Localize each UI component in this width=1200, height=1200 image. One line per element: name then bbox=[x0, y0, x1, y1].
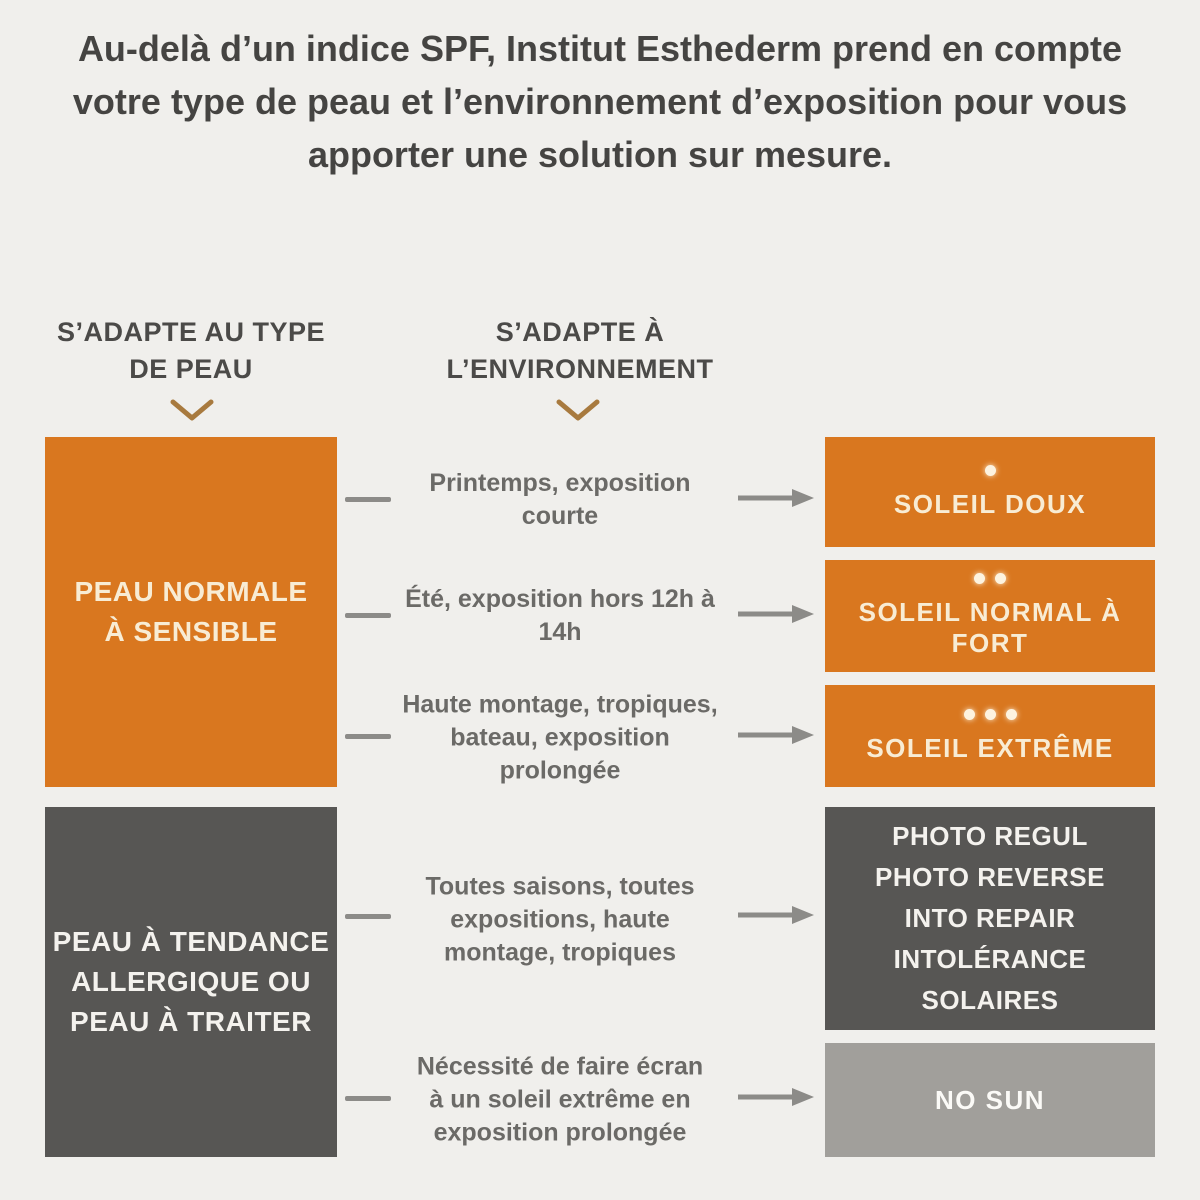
product-into-repair: INTO REPAIR bbox=[904, 903, 1076, 933]
flow4-line-2: expositions, haute bbox=[450, 905, 670, 934]
right-arrow-icon bbox=[738, 1086, 814, 1108]
solution-box-no-sun bbox=[825, 1043, 1155, 1157]
flow5-line-2: à un soleil extrême en bbox=[429, 1085, 691, 1114]
soleil-doux-label: SOLEIL DOUX bbox=[893, 488, 1087, 519]
title-line-3: apporter une solution sur mesure. bbox=[307, 134, 893, 175]
soleil-normal-fort-label: SOLEIL NORMAL À FORT bbox=[858, 597, 1122, 658]
flow-label-toutes-saisons bbox=[393, 871, 727, 970]
skin-allergic-line-1: PEAU À TENDANCE bbox=[52, 926, 330, 957]
solution-box-soleil-extreme bbox=[825, 685, 1155, 787]
no-sun-label: NO SUN bbox=[934, 1084, 1046, 1115]
title-line-2: votre type de peau et l’environnement d’exposition pour vous bbox=[72, 81, 1128, 122]
flow1-line-1: Printemps, exposition courte bbox=[429, 469, 691, 530]
flow3-line-1: Haute montage, tropiques, bbox=[402, 690, 718, 719]
product-photo-regul: PHOTO REGUL bbox=[892, 821, 1088, 851]
right-arrow-icon bbox=[738, 724, 814, 746]
sun-intensity-dot bbox=[964, 709, 975, 720]
skin-normal-line-2: À SENSIBLE bbox=[104, 616, 278, 647]
flow5-line-1: Nécessité de faire écran bbox=[416, 1052, 704, 1081]
solution-box-soleil-doux bbox=[825, 437, 1155, 547]
flow4-line-1: Toutes saisons, toutes bbox=[425, 872, 695, 901]
connector-dash bbox=[345, 914, 391, 919]
sun-intensity-dots bbox=[964, 709, 1017, 720]
connector-dash bbox=[345, 1096, 391, 1101]
skin-allergic-line-2: ALLERGIQUE OU bbox=[71, 966, 311, 997]
sun-intensity-dot bbox=[985, 709, 996, 720]
flow3-line-2: bateau, exposition prolongée bbox=[450, 723, 670, 785]
page-title bbox=[0, 22, 1200, 181]
product-intolerance-solaires: INTOLÉRANCE SOLAIRES bbox=[893, 944, 1087, 1015]
skin-column-header bbox=[40, 314, 342, 388]
env-header-line-2: L’ENVIRONNEMENT bbox=[446, 354, 714, 384]
sun-intensity-dots bbox=[985, 465, 996, 476]
flow2-line-1: Été, exposition hors 12h à 14h bbox=[405, 585, 715, 646]
chevron-down-icon bbox=[170, 399, 214, 423]
title-line-1: Au-delà d’un indice SPF, Institut Esthederm prend en compte bbox=[77, 28, 1123, 69]
right-arrow-icon bbox=[738, 487, 814, 509]
flow-label-necessite-ecran bbox=[393, 1051, 727, 1150]
connector-dash bbox=[345, 613, 391, 618]
flow-label-printemps bbox=[393, 467, 727, 533]
connector-dash bbox=[345, 734, 391, 739]
env-header-line-1: S’ADAPTE À bbox=[495, 317, 665, 347]
sun-intensity-dot bbox=[974, 573, 985, 584]
skin-header-line-2: DE PEAU bbox=[129, 354, 253, 384]
environment-column-header bbox=[418, 314, 742, 388]
sun-intensity-dot bbox=[985, 465, 996, 476]
sun-intensity-dot bbox=[995, 573, 1006, 584]
skin-allergic-line-3: PEAU À TRAITER bbox=[70, 1006, 312, 1037]
sun-intensity-dot bbox=[1006, 709, 1017, 720]
flow5-line-3: exposition prolongée bbox=[433, 1118, 687, 1147]
flow-label-haute-montagne bbox=[393, 689, 727, 788]
product-photo-reverse: PHOTO REVERSE bbox=[875, 862, 1105, 892]
chevron-down-icon bbox=[556, 399, 600, 423]
soleil-extreme-label: SOLEIL EXTRÊME bbox=[866, 732, 1114, 763]
skin-type-box-normal-sensible bbox=[45, 437, 337, 787]
solution-box-products bbox=[825, 807, 1155, 1030]
sun-intensity-dots bbox=[974, 573, 1006, 584]
skin-normal-line-1: PEAU NORMALE bbox=[74, 576, 308, 607]
flow4-line-3: montage, tropiques bbox=[444, 938, 676, 967]
right-arrow-icon bbox=[738, 904, 814, 926]
connector-dash bbox=[345, 497, 391, 502]
flow-label-ete bbox=[393, 583, 727, 649]
solution-box-soleil-normal-fort bbox=[825, 560, 1155, 672]
skin-header-line-1: S’ADAPTE AU TYPE bbox=[56, 317, 326, 347]
skin-type-box-allergic bbox=[45, 807, 337, 1157]
right-arrow-icon bbox=[738, 603, 814, 625]
